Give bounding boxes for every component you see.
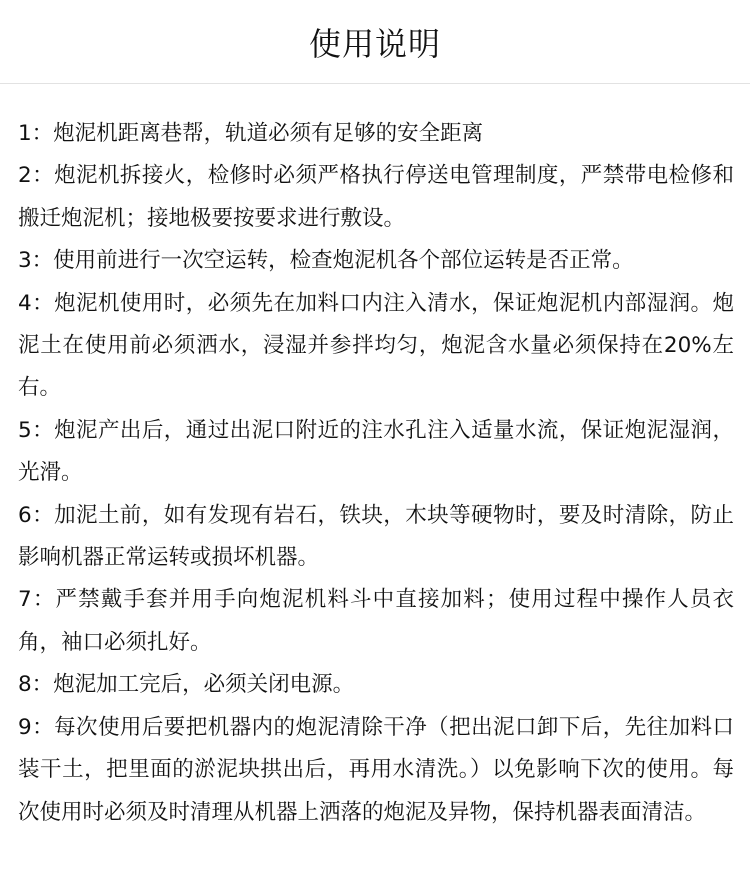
instruction-item-3: 3：使用前进行一次空运转，检查炮泥机各个部位运转是否正常。 (18, 248, 634, 274)
instruction-item-6: 6：加泥土前，如有发现有岩石，铁块，木块等硬物时，要及时清除，防止影响机器正常运转或损坏机器。 (18, 502, 734, 571)
title-divider (0, 83, 750, 84)
page-title: 使用说明 (308, 25, 441, 63)
instruction-item-4: 4：炮泥机使用时，必须先在加料口内注入清水，保证炮泥机内部湿润。炮泥土在使用前必须洒水，浸湿并参拌均匀，炮泥含水量必须保持在20%左右。 (18, 290, 734, 401)
instruction-item-9: 9：每次使用后要把机器内的炮泥清除干净（把出泥口卸下后，先往加料口装干土，把里面的淤泥块拱出后，再用水清洗。）以免影响下次的使用。每次使用时必须及时清理从机器上洒落的炮泥及异物，保持机器表面清洁。 (18, 714, 734, 825)
instruction-list (18, 113, 734, 834)
instruction-item-7: 7：严禁戴手套并用手向炮泥机料斗中直接加料；使用过程中操作人员衣角，袖口必须扎好。 (18, 587, 734, 655)
instruction-item-8: 8：炮泥加工完后，必须关闭电源。 (18, 672, 355, 698)
instruction-item-2: 2：炮泥机拆接火，检修时必须严格执行停送电管理制度，严禁带电检修和搬迁炮泥机；接地极要按要求进行敷设。 (18, 163, 734, 231)
instruction-item-1: 1：炮泥机距离巷帮，轨道必须有足够的安全距离 (18, 121, 484, 146)
instruction-item-5: 5：炮泥产出后，通过出泥口附近的注水孔注入适量水流，保证炮泥湿润，光滑。 (18, 417, 734, 486)
